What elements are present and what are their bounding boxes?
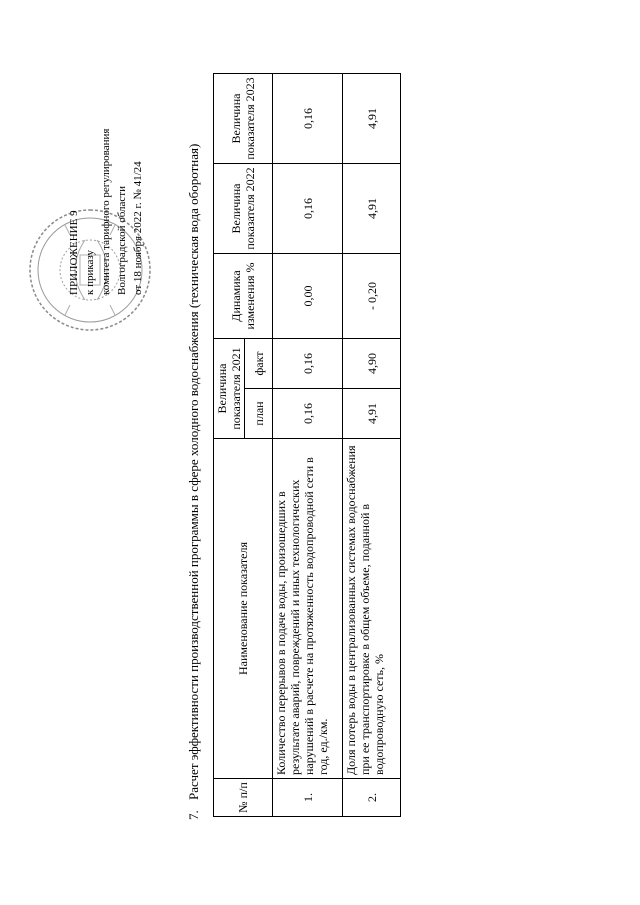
table-header-row: [214, 74, 245, 817]
row-value-2022: 0,16: [273, 164, 343, 254]
section-heading: [186, 144, 202, 820]
table-row: [343, 74, 401, 817]
header-value-2021: Величина показателя 2021: [214, 339, 245, 439]
row-num: 1.: [273, 779, 343, 817]
row-plan: 4,91: [343, 389, 401, 439]
header-value-2022: Величина показателя 2022: [214, 164, 273, 254]
appendix-header: [66, 0, 146, 295]
row-plan: 0,16: [273, 389, 343, 439]
row-name: Доля потерь воды в централизованных системах водоснабжения при ее транспортировке в общем объеме, поданной в водопроводную сеть, %: [343, 439, 401, 779]
appendix-committee-line: комитета тарифного регулирования: [100, 128, 112, 295]
table-row: [273, 74, 343, 817]
header-dynamics: Динамика изменения %: [214, 254, 273, 339]
row-value-2022: 4,91: [343, 164, 401, 254]
header-fact: факт: [245, 339, 273, 389]
header-value-2023: Величина показателя 2023: [214, 74, 273, 164]
row-fact: 4,90: [343, 339, 401, 389]
row-fact: 0,16: [273, 339, 343, 389]
header-plan: план: [245, 389, 273, 439]
row-dynamics: 0,00: [273, 254, 343, 339]
appendix-region-line: Волгоградской области: [116, 186, 128, 295]
row-name: Количество перерывов в подаче воды, произошедших в результате аварий, повреждений и иных технологических нарушений в расчете на протяженность водопроводной сети в год, ед./км.: [273, 439, 343, 779]
row-num: 2.: [343, 779, 401, 817]
appendix-title: ПРИЛОЖЕНИЕ 9: [68, 210, 80, 295]
row-value-2023: 4,91: [343, 74, 401, 164]
efficiency-table: [213, 73, 401, 817]
row-dynamics: - 0,20: [343, 254, 401, 339]
header-name: Наименование показателя: [214, 439, 273, 779]
section-title: Расчет эффективности производственной программы в сфере холодного водоснабжения (техническая вода оборотная): [186, 143, 201, 800]
appendix-date-line: от 18 ноября 2022 г. № 41/24: [132, 161, 144, 295]
row-value-2023: 0,16: [273, 74, 343, 164]
appendix-order-line: к приказу: [84, 249, 96, 295]
header-num: № п/п: [214, 779, 273, 817]
section-number: 7.: [186, 810, 201, 820]
